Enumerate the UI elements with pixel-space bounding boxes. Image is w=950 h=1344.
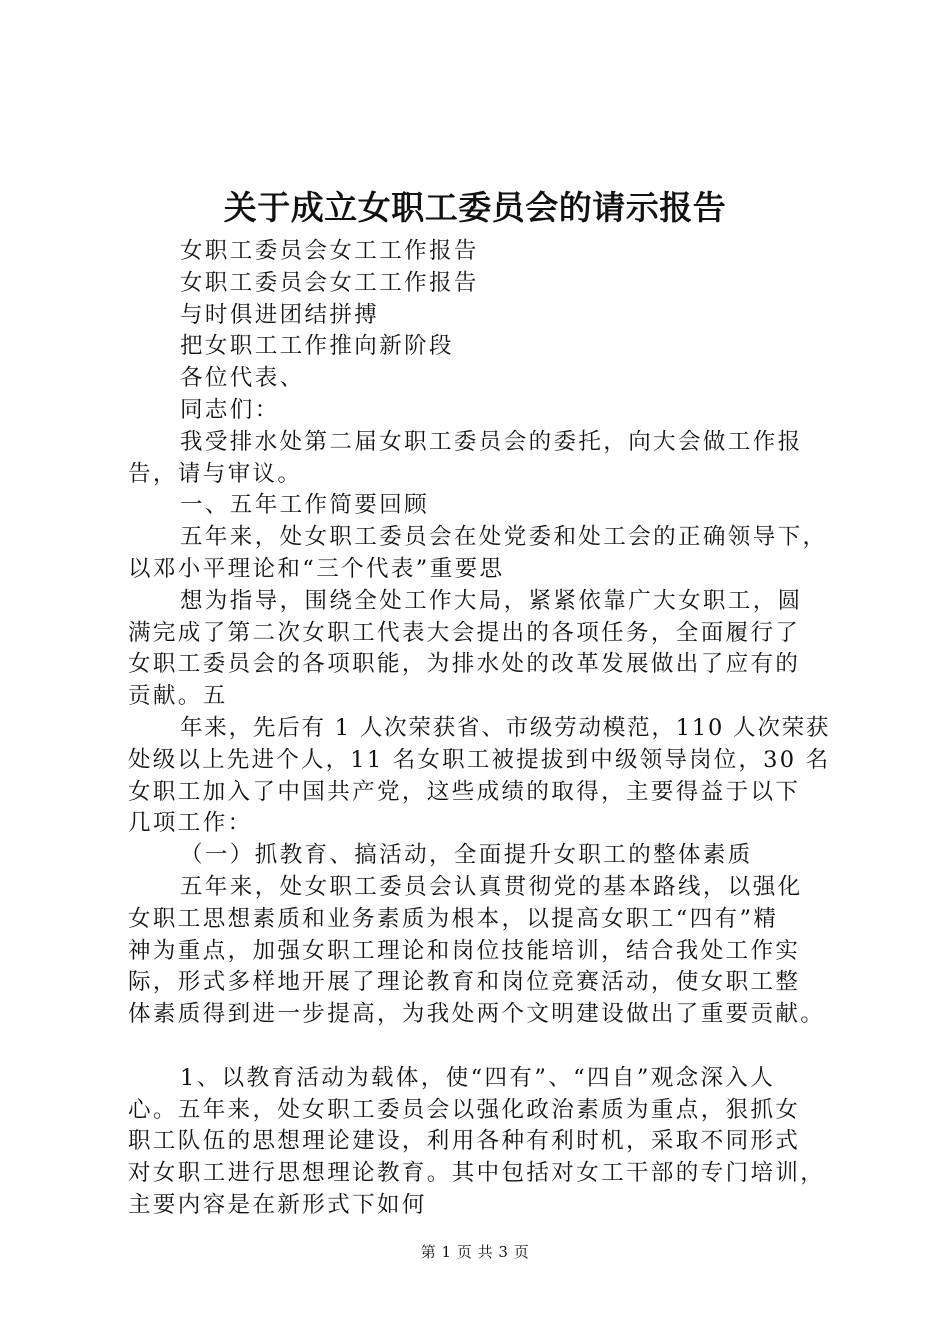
body-line: 几项工作：: [128, 810, 253, 837]
body-line: 女职工委员会女工工作报告: [180, 238, 479, 264]
body-line: 神为重点，加强女职工理论和岗位技能培训，结合我处工作实: [128, 937, 801, 964]
body-line: 满完成了第二次女职工代表大会提出的各项任务，全面履行了: [128, 619, 801, 646]
body-line: 女职工委员会的各项职能，为排水处的改革发展做出了应有的: [128, 651, 801, 678]
body-line: 告，请与审议。: [128, 460, 303, 487]
body-line: 女职工加入了中国共产党，这些成绩的取得，主要得益于以下: [128, 778, 801, 805]
section-heading: 一、五年工作简要回顾: [180, 492, 430, 519]
body-line: 同志们：: [180, 396, 280, 423]
body-line: 1、以教育活动为载体，使“四有”、“四自”观念深入人: [180, 1064, 776, 1091]
body-line: 各位代表、: [180, 365, 305, 392]
body-line: 五年来，处女职工委员会认真贯彻党的基本路线，以强化: [180, 873, 803, 900]
body-line: 心。五年来，处女职工委员会以强化政治素质为重点，狠抓女: [128, 1096, 801, 1123]
body-line: 我受排水处第二届女职工委员会的委托，向大会做工作报: [180, 428, 803, 455]
body-line: 年来，先后有 1 人次荣获省、市级劳动模范，110 人次荣获: [180, 714, 831, 741]
body-line: 女职工委员会女工工作报告: [180, 269, 479, 296]
subsection-heading: （一）抓教育、搞活动，全面提升女职工的整体素质: [180, 842, 753, 869]
body-line: 想为指导，围绕全处工作大局，紧紧依靠广大女职工，圆: [180, 587, 803, 614]
body-line: 贡献。五: [128, 683, 228, 710]
body-line: 体素质得到进一步提高，为我处两个文明建设做出了重要贡献。: [128, 1001, 826, 1028]
body-line: 职工队伍的思想理论建设，利用各种有利时机，采取不同形式: [128, 1128, 801, 1155]
body-line: 处级以上先进个人，11 名女职工被提拔到中级领导岗位，30 名: [128, 746, 831, 773]
body-line: 把女职工工作推向新阶段: [180, 333, 454, 360]
body-line: 以邓小平理论和“三个代表”重要思: [128, 555, 505, 582]
document-body: [128, 236, 833, 1222]
body-line: 与时俱进团结拼搏: [180, 301, 380, 328]
body-line: 际，形式多样地开展了理论教育和岗位竞赛活动，使女职工整: [128, 969, 801, 996]
document-title: 关于成立女职工委员会的请示报告: [223, 188, 727, 227]
body-line: 五年来，处女职工委员会在处党委和处工会的正确领导下，: [180, 524, 828, 551]
body-line: 女职工思想素质和业务素质为根本，以提高女职工“四有”精: [128, 905, 779, 932]
body-line: 对女职工进行思想理论教育。其中包括对女工干部的专门培训，: [128, 1160, 826, 1187]
body-line: 主要内容是在新形式下如何: [128, 1191, 427, 1218]
paragraph-gap: [128, 1031, 833, 1063]
page-indicator: 第 1 页 共 3 页: [420, 1243, 530, 1261]
